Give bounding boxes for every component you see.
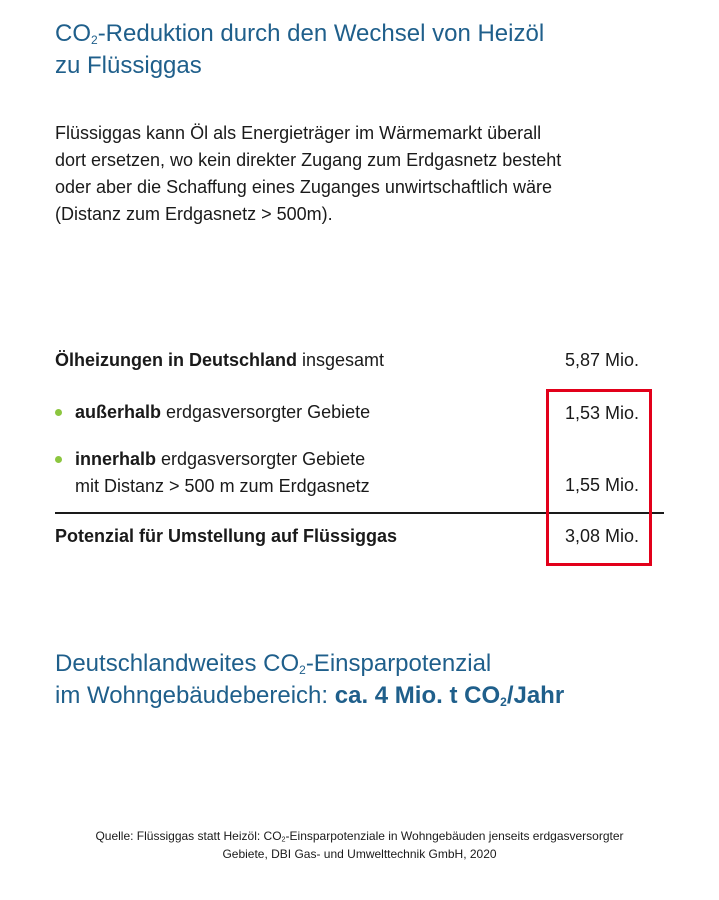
potential-label-bold: Potenzial für Umstellung auf Flüssiggas	[55, 526, 398, 546]
headline-line-2: im Wohngebäudebereich:	[55, 682, 335, 709]
total-row-value: 5,87 Mio.	[564, 350, 639, 370]
headline-emphasis-unit: /Jahr	[506, 682, 565, 709]
headline-emphasis-text: ca. 4 Mio. t CO	[334, 682, 501, 709]
inside-label-line-2: mit Distanz > 500 m zum Erdgasnetz	[75, 476, 370, 496]
headline-emphasis	[335, 682, 564, 709]
inside-row-label	[75, 446, 370, 500]
title-line-2: zu Flüssiggas	[55, 52, 202, 79]
title-text: CO	[55, 20, 91, 47]
inside-label-bold: innerhalb	[75, 449, 157, 469]
source-subscript: 2	[281, 834, 286, 844]
bullet-dot-icon	[55, 456, 62, 463]
inside-label-rest: erdgasversorgter Gebiete	[156, 449, 366, 469]
potential-row-value: 3,08 Mio.	[564, 526, 639, 546]
total-label-bold: Ölheizungen in Deutschland	[55, 350, 298, 370]
intro-line: oder aber die Schaffung eines Zuganges unwirtschaftlich wäre	[55, 177, 552, 197]
title-text-continued: -Reduktion durch den Wechsel von Heizöl	[97, 20, 545, 47]
headline-emphasis-subscript: 2	[500, 695, 507, 709]
outside-label-bold: außerhalb	[75, 402, 162, 422]
highlight-box	[546, 389, 652, 566]
source-text: Quelle: Flüssiggas statt Heizöl: CO	[95, 829, 282, 843]
source-text-continued: -Einsparpotenziale in Wohngebäuden jenseits erdgasversorgter	[285, 829, 624, 843]
outside-row-value: 1,53 Mio.	[564, 403, 639, 423]
total-label-rest: insgesamt	[297, 350, 385, 370]
outside-label-rest: erdgasversorgter Gebiete	[161, 402, 371, 422]
headline-text: Deutschlandweites CO	[55, 650, 300, 677]
source-line-2: Gebiete, DBI Gas- und Umwelttechnik GmbH, 2020	[222, 847, 497, 861]
source-note	[20, 827, 699, 863]
savings-headline	[55, 648, 564, 712]
total-row-label	[55, 347, 384, 373]
intro-line: dort ersetzen, wo kein direkter Zugang zum Erdgasnetz besteht	[55, 150, 562, 170]
intro-paragraph	[55, 120, 655, 228]
title-subscript: 2	[91, 33, 98, 47]
outside-row-label	[75, 399, 370, 426]
inside-row-value: 1,55 Mio.	[564, 475, 639, 495]
intro-line: Flüssiggas kann Öl als Energieträger im Wärmemarkt überall	[55, 123, 542, 143]
potential-row-label	[55, 523, 397, 549]
headline-subscript: 2	[299, 663, 306, 677]
page-title	[55, 18, 544, 82]
bullet-dot-icon	[55, 409, 62, 416]
intro-line: (Distanz zum Erdgasnetz > 500m).	[55, 204, 333, 224]
headline-text-continued: -Einsparpotenzial	[305, 650, 492, 677]
